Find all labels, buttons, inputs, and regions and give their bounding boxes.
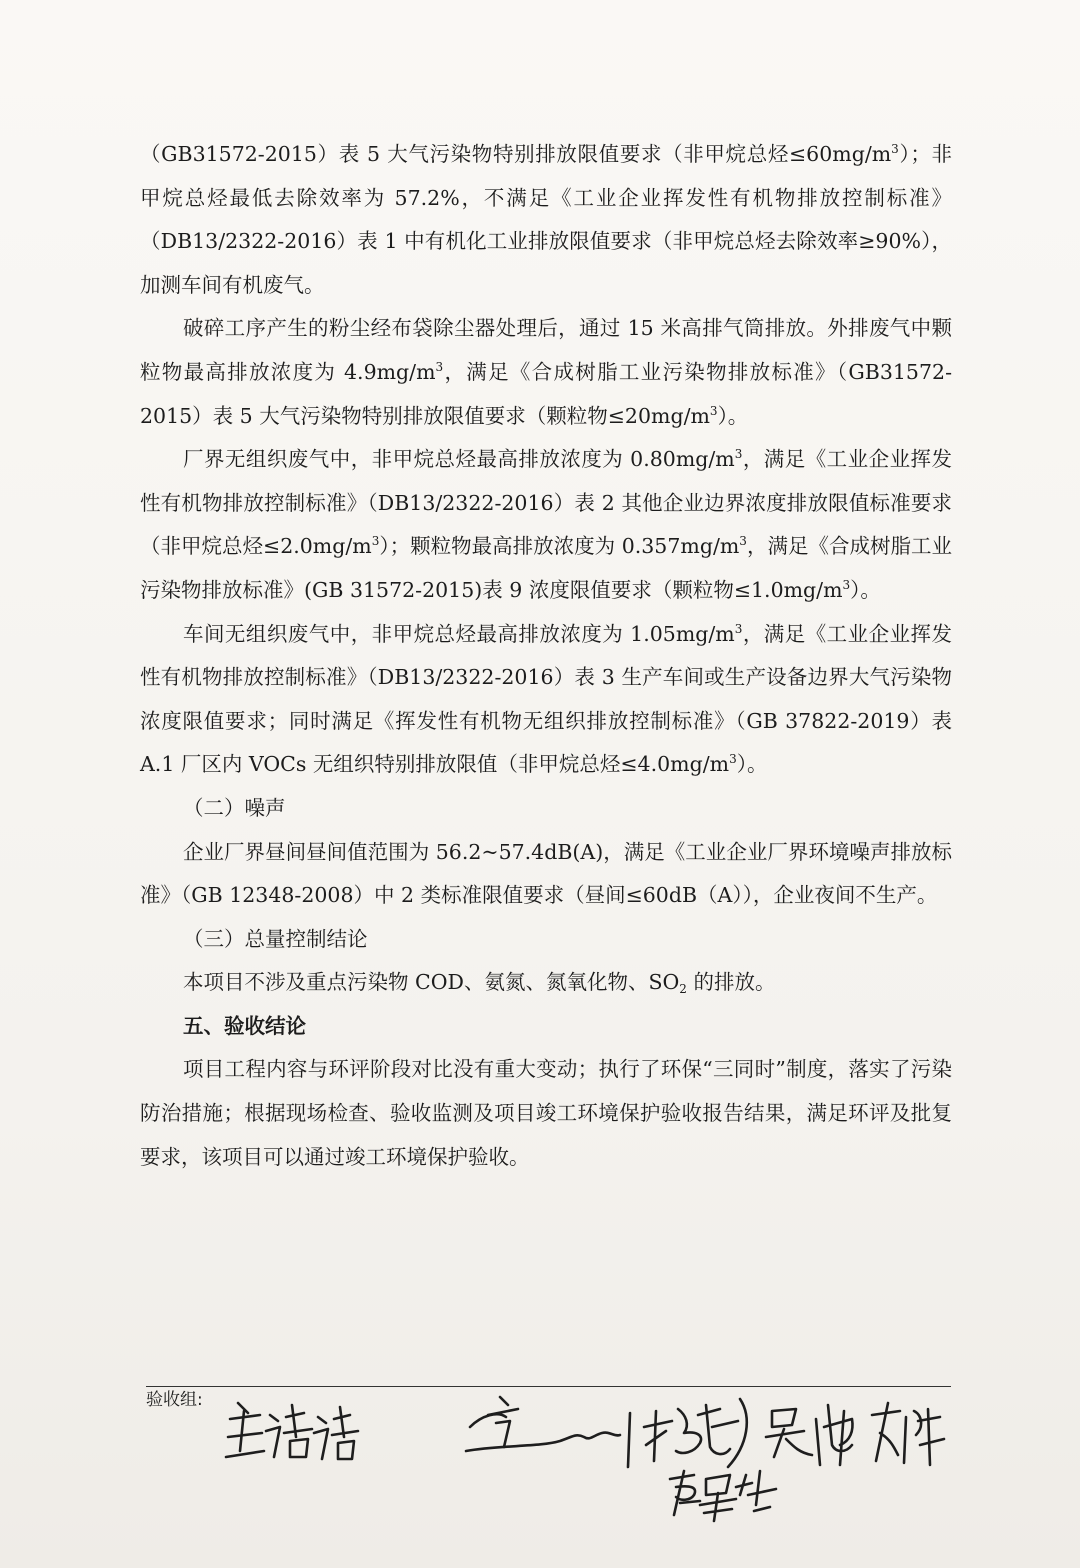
superscript: 3: [435, 359, 444, 374]
superscript: 3: [739, 534, 747, 549]
superscript: 3: [842, 577, 851, 592]
signature-1: [226, 1403, 358, 1459]
subscript: 2: [679, 982, 687, 997]
superscript: 3: [734, 621, 743, 636]
text-segment: 本项目不涉及重点污染物 COD、氨氮、氮氧化物、SO: [183, 970, 680, 995]
text-segment: ）。: [736, 752, 768, 777]
signature-label: 验收组:: [146, 1390, 203, 1410]
superscript: 3: [729, 752, 737, 767]
paragraph-total-control: [140, 961, 952, 1005]
handwritten-signatures: [200, 1375, 960, 1525]
text-segment: ）。: [850, 577, 881, 602]
text-segment: 车间无组织废气中，非甲烷总烃最高排放浓度为 1.05mg/m: [183, 621, 735, 646]
text-segment: ）。: [717, 403, 749, 428]
paragraph-exhaust-vocs: [140, 133, 952, 307]
paragraph-conclusion: 项目工程内容与环评阶段对比没有重大变动；执行了环保“三同时”制度，落实了污染防治措施；根据现场检查、验收监测及项目竣工环境保护验收报告结果，满足环评及批复要求，该项目可以通过竣工环境保护验收。: [140, 1057, 952, 1169]
paragraph-workshop-fugitive: [140, 613, 952, 787]
superscript: 3: [709, 403, 718, 418]
text-segment: ，满足《工业企业挥发性有机物排放控制标准》（DB13/2322-2016）表 3 生产车间或生产设备边界大气污染物浓度限值要求；同时满足《挥发性有机物无组织排放控制标准》（GB 37822-2019）表 A.1 厂区内 VOCs 无组织特别排放限值（非甲烷总烃≤4.0mg/m: [140, 621, 952, 777]
signature-2: [466, 1397, 630, 1467]
superscript: 3: [734, 447, 743, 462]
section-heading-conclusion: 五、验收结论: [183, 1013, 306, 1038]
text-segment: ）；非甲烷总烃最低去除效率为 57.2%，不满足《工业企业挥发性有机物排放控制标准》（DB13/2322-2016）表 1 中有机化工业排放限值要求（非甲烷总烃去除效率≥90%），加测车间有机废气。: [140, 142, 953, 297]
paragraph-noise: 企业厂界昼间昼间值范围为 56.2~57.4dB(A)，满足《工业企业厂界环境噪声排放标准》（GB 12348-2008）中 2 类标准限值要求（昼间≤60dB（A）），企业夜间不生产。: [140, 839, 952, 908]
text-segment: 厂界无组织废气中，非甲烷总烃最高排放浓度为 0.80mg/m: [183, 447, 735, 472]
signature-4: [766, 1405, 853, 1465]
superscript: 3: [891, 142, 899, 156]
text-segment: ，满足《合成树脂工业污染物排放标准》（GB31572-2015）表 5 大气污染物特别排放限值要求（颗粒物≤20mg/m: [140, 359, 952, 428]
signature-6: [670, 1471, 776, 1521]
text-segment: ）；颗粒物最高排放浓度为 0.357mg/m: [379, 534, 740, 559]
section-heading-noise: （二）噪声: [183, 795, 286, 820]
superscript: 3: [371, 534, 380, 549]
text-segment: （GB31572-2015）表 5 大气污染物特别排放限值要求（非甲烷总烃≤60mg/m: [140, 142, 892, 166]
paragraph-boundary-fugitive: [140, 438, 952, 612]
section-heading-total-control: （三）总量控制结论: [183, 926, 368, 951]
signature-3: [644, 1399, 747, 1467]
text-segment: ，满足《合成树脂工业污染物排放标准》(GB 31572-2015)表 9 浓度限值要求（颗粒物≤1.0mg/m: [140, 534, 952, 602]
paragraph-dust: [140, 307, 952, 438]
signature-5: [872, 1403, 944, 1465]
document-body: [140, 133, 952, 1179]
text-segment: ，满足《工业企业挥发性有机物排放控制标准》（DB13/2322-2016）表 2 其他企业边界浓度排放限值标准要求（非甲烷总烃≤2.0mg/m: [140, 447, 952, 559]
text-segment: 的排放。: [686, 970, 776, 995]
text-segment: 破碎工序产生的粉尘经布袋除尘器处理后，通过 15 米高排气筒排放。外排废气中颗粒物最高排放浓度为 4.9mg/m: [140, 316, 952, 384]
